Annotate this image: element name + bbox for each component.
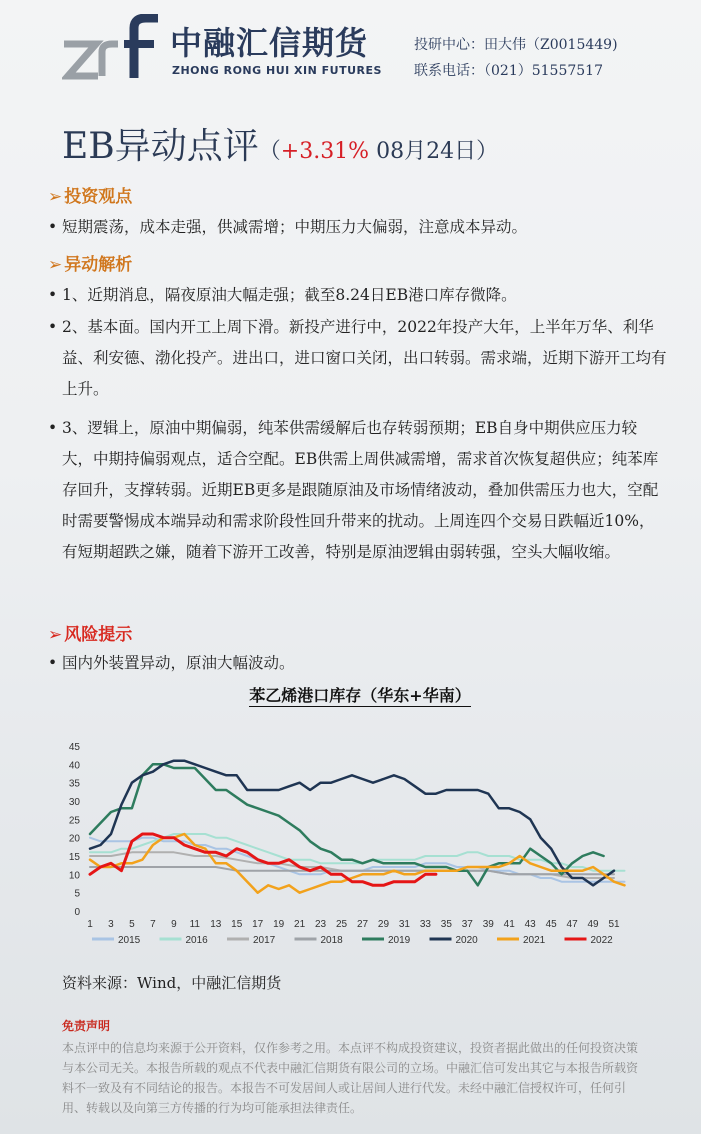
company-logo-icon [62,14,162,80]
phone-info: 联系电话：（021）51557517 [414,63,603,79]
x-tick-label: 37 [461,919,473,930]
x-tick-label: 23 [315,919,327,930]
y-tick-label: 30 [68,797,80,808]
list-item [48,648,668,679]
x-tick-label: 15 [231,919,243,930]
y-tick-label: 0 [74,907,80,918]
x-tick-label: 51 [608,919,620,930]
inventory-chart [60,683,660,953]
x-tick-label: 31 [398,919,410,930]
list-item [48,413,668,568]
x-tick-label: 49 [587,919,599,930]
x-tick-label: 9 [171,919,177,930]
x-tick-label: 41 [503,919,515,930]
title-main: EB异动点评 [62,126,259,167]
series-line-2018 [90,867,614,874]
logo-chinese-name: 中融汇信期货 [170,24,369,62]
section-analysis [48,250,132,275]
x-tick-label: 13 [210,919,222,930]
section-investment-view [48,182,132,207]
x-tick-label: 47 [566,919,578,930]
bullet-icon: • [48,286,58,304]
y-tick-label: 10 [68,870,80,882]
legend-label: 2015 [118,935,141,946]
section-title: 投资观点 [64,187,133,207]
y-tick-label: 40 [68,760,80,772]
x-tick-label: 3 [108,919,114,930]
x-tick-label: 27 [356,919,369,930]
list-item-text: 短期震荡，成本走强，供减需增；中期压力大偏弱，注意成本异动。 [62,218,528,236]
x-tick-label: 33 [419,919,431,930]
list-item-text: 2、基本面。国内开工上周下滑。新投产进行中，2022年投产大年，上半年万华、利华益、利安德、渤化投产。进出口，进口窗口关闭，出口转弱。需求端，近期下游开工均有上升。 [62,318,667,398]
legend-label: 2019 [388,935,411,946]
analyst-info: 投研中心：田大伟（Z0015449) [414,37,618,53]
disclaimer-body: 本点评中的信息均来源于公开资料，仅作参考之用。本点评不构成投资建议，投资者据此做出的任何投资决策与本公司无关。本报告所载的观点不代表中融汇信期货有限公司的立场。中融汇信可发出其它与本报告所载资料不一致及有不同结论的报告。本报告不可发居间人或让居间人进行代发。未经中融汇信授权许可，任何引用、转载以及向第三方传播的行为均可能承担法律责任。 [62,1041,639,1115]
x-tick-label: 45 [545,919,557,930]
y-tick-label: 20 [68,833,80,845]
legend-label: 2017 [253,935,276,946]
x-tick-label: 39 [482,919,494,930]
x-tick-label: 29 [377,919,390,930]
list-item-text: 1、近期消息，隔夜原油大幅走强；截至8.24日EB港口库存微降。 [62,286,517,304]
arrow-right-icon: ➢ [48,187,63,207]
disclaimer-title: 免责声明 [62,1019,111,1033]
x-tick-label: 21 [294,919,306,930]
page-title [62,118,498,168]
x-tick-label: 25 [335,919,348,930]
legend-label: 2020 [455,935,478,946]
section-risk [48,620,132,645]
y-tick-label: 15 [68,852,80,863]
data-source: 资料来源：Wind，中融汇信期货 [62,974,282,992]
title-open-paren: （ [258,139,281,164]
x-tick-label: 11 [189,919,201,930]
bullet-icon: • [48,218,58,236]
chart-plot [60,683,660,953]
list-item [48,212,668,243]
x-tick-label: 19 [273,919,285,930]
y-tick-label: 5 [74,888,80,900]
section-title: 异动解析 [64,255,133,275]
y-tick-label: 35 [68,778,80,790]
arrow-right-icon: ➢ [48,255,63,275]
list-item [48,312,668,405]
logo-english-name: ZHONG RONG HUI XIN FUTURES [172,64,382,77]
y-tick-label: 25 [68,815,80,827]
title-change-percent: +3.31% [280,139,370,164]
legend-label: 2018 [320,935,343,946]
arrow-right-icon: ➢ [48,625,63,645]
x-tick-label: 7 [150,919,156,930]
x-tick-label: 1 [87,919,93,930]
y-tick-label: 45 [68,742,80,753]
list-item [48,280,668,311]
legend-label: 2022 [590,935,613,946]
legend-label: 2021 [523,935,546,946]
x-tick-label: 5 [129,919,135,930]
x-tick-label: 35 [440,919,452,930]
legend-label: 2016 [185,935,208,946]
section-title: 风险提示 [64,625,133,645]
x-tick-label: 43 [524,919,536,930]
x-tick-label: 17 [252,919,264,930]
list-item-text: 3、逻辑上，原油中期偏弱，纯苯供需缓解后也存转弱预期；EB自身中期供应压力较大，中期持偏弱观点，适合空配。EB供需上周供减需增，需求首次恢复超供应；纯苯库存回升，支撑转弱。近期EB更多是跟随原油及市场情绪波动，叠加供需压力也大，空配时需要警惕成本端异动和需求阶段性回升带来的扰动。上周连四个交易日跌幅近10%，有短期超跌之嫌，随着下游开工改善，特别是原油逻辑由弱转强，空头大幅收缩。 [62,419,659,561]
bullet-icon: • [48,654,58,672]
chart-title: 苯乙烯港口库存（华东+华南） [249,686,471,705]
title-date: 08月24日） [369,139,499,164]
bullet-icon: • [48,419,58,437]
bullet-icon: • [48,318,58,336]
header [0,0,701,90]
list-item-text: 国内外装置异动，原油大幅波动。 [62,654,295,672]
